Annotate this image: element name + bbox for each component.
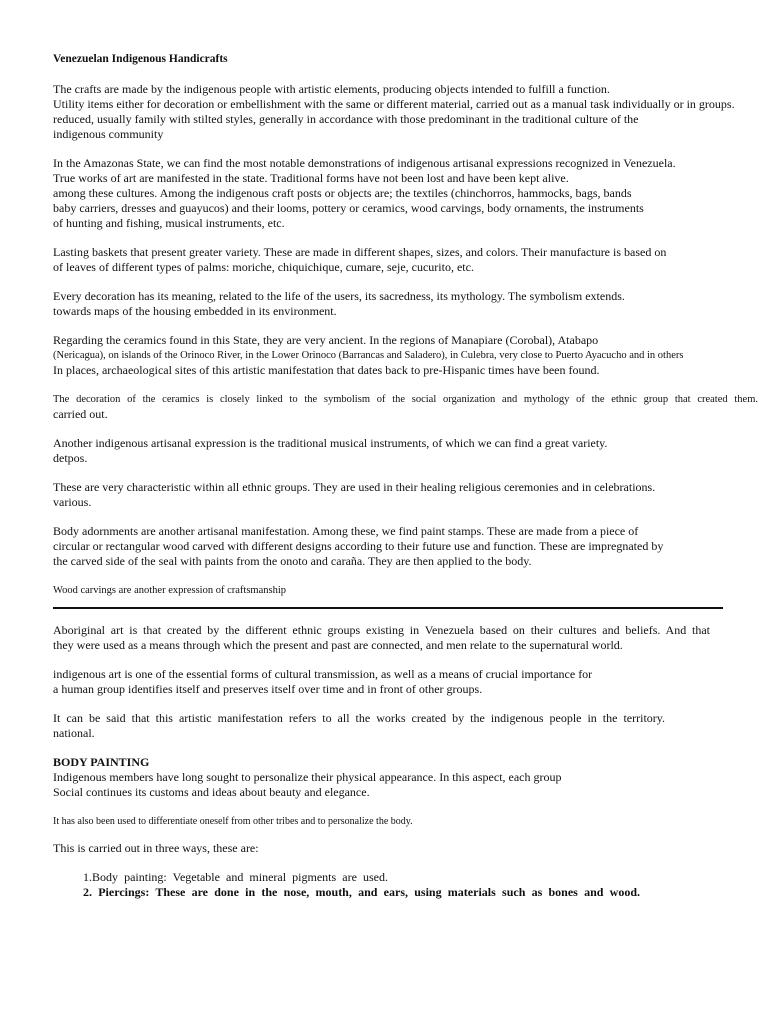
text-line: This is carried out in three ways, these are: <box>53 841 259 855</box>
document-title: Venezuelan Indigenous Handicrafts <box>53 53 228 65</box>
text-line: Body adornments are another artisanal manifestation. Among these, we find paint stamps. These are made from a piece of <box>53 524 639 538</box>
paragraph-aboriginal-art <box>53 623 758 653</box>
paragraph-baskets <box>53 245 758 275</box>
paragraph-crafts-intro <box>53 82 758 142</box>
paragraph-ceramics-decoration <box>53 392 758 422</box>
paragraph-indigenous-art <box>53 667 758 697</box>
paragraph-differentiate <box>53 814 758 829</box>
text-line: In the Amazonas State, we can find the most notable demonstrations of indigenous artisanal expressions recognized in Venezuela. <box>53 156 676 170</box>
paragraph-three-ways <box>53 841 758 856</box>
text-line: indigenous community <box>53 127 164 141</box>
text-line: Utility items either for decoration or embellishment with the same or different material, carried out as a manual task individually or in groups. <box>53 97 735 111</box>
text-line: Regarding the ceramics found in this State, they are very ancient. In the regions of Manapiare (Corobal), Atabapo <box>53 333 599 347</box>
text-line: (Nericagua), on islands of the Orinoco River, in the Lower Orinoco (Barrancas and Saladero), in Culebra, very close to Puerto Ayacucho and in others <box>53 350 684 361</box>
text-line: they were used as a means through which the present and past are connected, and men relate to the supernatural world. <box>53 638 623 652</box>
text-line: carried out. <box>53 407 108 421</box>
text-line: True works of art are manifested in the state. Traditional forms have not been lost and have been kept alive. <box>53 171 569 185</box>
text-line: The crafts are made by the indigenous people with artistic elements, producing objects intended to fulfill a function. <box>53 82 610 96</box>
text-line: the carved side of the seal with paints from the onoto and caraña. They are then applied to the body. <box>53 554 532 568</box>
list-item: 1.Body painting: Vegetable and mineral pigments are used. <box>83 870 388 884</box>
document-page <box>53 52 758 900</box>
text-line: detpos. <box>53 451 88 465</box>
text-line: It has also been used to differentiate oneself from other tribes and to personalize the body. <box>53 816 413 827</box>
methods-list <box>53 870 758 900</box>
text-line: among these cultures. Among the indigenous craft posts or objects are; the textiles (chinchorros, hammocks, bags, bands <box>53 186 632 200</box>
horizontal-divider <box>53 607 723 609</box>
text-line: reduced, usually family with stilted styles, generally in accordance with those predominant in the traditional culture of the <box>53 112 639 126</box>
text-line: of hunting and fishing, musical instruments, etc. <box>53 216 285 230</box>
list-item: 2. Piercings: These are done in the nose, mouth, and ears, using materials such as bones and wood. <box>83 885 640 899</box>
section-heading: BODY PAINTING <box>53 755 150 769</box>
text-line: Another indigenous artisanal expression is the traditional musical instruments, of which we can find a great variety. <box>53 436 608 450</box>
text-line: In places, archaeological sites of this artistic manifestation that dates back to pre-Hispanic times have been found. <box>53 363 600 377</box>
text-line: national. <box>53 726 95 740</box>
paragraph-amazonas <box>53 156 758 231</box>
text-line: various. <box>53 495 92 509</box>
paragraph-wood-carvings: Wood carvings are another expression of craftsmanship <box>53 585 286 596</box>
text-line: indigenous art is one of the essential forms of cultural transmission, as well as a means of crucial importance for <box>53 667 593 681</box>
paragraph-ethnic-groups <box>53 480 758 510</box>
text-line: baby carriers, dresses and guayucos) and their looms, pottery or ceramics, wood carvings, body ornaments, the instruments <box>53 201 644 215</box>
section-body-painting <box>53 755 758 800</box>
text-line: Aboriginal art is that created by the different ethnic groups existing in Venezuela based on their cultures and beliefs. And that <box>53 623 710 637</box>
text-line: of leaves of different types of palms: moriche, chiquichique, cumare, seje, cucurito, etc. <box>53 260 474 274</box>
text-line: towards maps of the housing embedded in its environment. <box>53 304 337 318</box>
text-line: Indigenous members have long sought to personalize their physical appearance. In this aspect, each group <box>53 770 562 784</box>
paragraph-musical-instruments <box>53 436 758 466</box>
text-line: These are very characteristic within all ethnic groups. They are used in their healing religious ceremonies and in celebrations. <box>53 480 656 494</box>
text-line: circular or rectangular wood carved with different designs according to their future use and function. These are impregnated by <box>53 539 664 553</box>
paragraph-ceramics <box>53 333 758 378</box>
paragraph-artistic-manifestation <box>53 711 758 741</box>
text-line: Social continues its customs and ideas about beauty and elegance. <box>53 785 370 799</box>
paragraph-decoration <box>53 289 758 319</box>
text-line: It can be said that this artistic manifestation refers to all the works created by the indigenous people in the territory. <box>53 711 665 725</box>
paragraph-body-adornments <box>53 524 758 569</box>
text-line: The decoration of the ceramics is closely linked to the symbolism of the social organization and mythology of the ethnic group that created them. <box>53 394 758 405</box>
text-line: a human group identifies itself and preserves itself over time and in front of other groups. <box>53 682 483 696</box>
text-line: Every decoration has its meaning, related to the life of the users, its sacredness, its mythology. The symbolism extends. <box>53 289 625 303</box>
text-line: Lasting baskets that present greater variety. These are made in different shapes, sizes, and colors. Their manufacture is based on <box>53 245 667 259</box>
